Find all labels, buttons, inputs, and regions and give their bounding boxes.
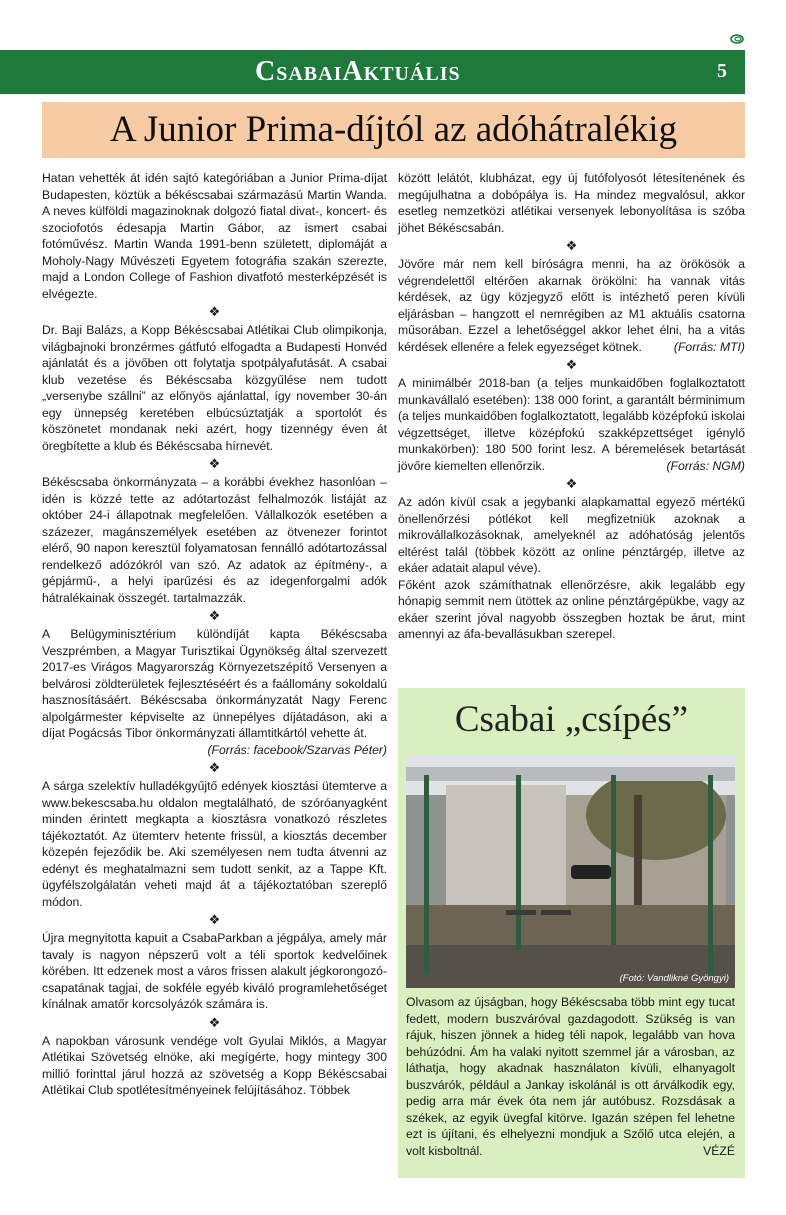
news-item-gyulai: A napokban városunk vendége volt Gyulai Miklós, a Magyar Atlétikai Szövetség elnöke, aki megígérte, hogy mintegy 300 millió forinttal járul hozzá az szövetség a Kopp Békéscsabai Atlétikai Club spotlétesítményeinek felújításához. Többek	[42, 1033, 387, 1097]
photo-credit: (Fotó: Vandlikné Gyöngyi)	[619, 973, 729, 984]
source-note: (Forrás: facebook/Szarvas Péter)	[207, 742, 387, 757]
bus-shelter-photo	[406, 755, 735, 988]
headline-box	[42, 102, 745, 158]
source-note: (Forrás: MTI)	[673, 339, 745, 354]
separator-icon: ❖	[208, 456, 221, 471]
section-title: CsabaiAktuális	[255, 56, 461, 87]
source-note: (Forrás: NGM)	[666, 458, 745, 473]
news-item-inheritance: Jövőre már nem kell bíróságra menni, ha az örökösök a végrendelettől eltérően akarnak örökölni: ha vannak vitás kérdések, az ügy közjegyző előtt is intézhető peren kívüli eljárásban – hangzott el nemrégiben az M1 aktuális csatorna műsorában. Ezzel a lehetőséggel akkor lehet élni, ha a vitás kérdések ellenére a felek egyezséget kötnek. (Forrás: MTI)	[398, 257, 745, 354]
swirl-logo-icon	[730, 34, 744, 44]
news-item-self-audit: Az adón kívül csak a jegybanki alapkamattal egyező mértékű önellenőrzési pótlékot kell megfizetniük azoknak a mikrovállalkozásoknak, amelyeknél az adóhatóság jelentős eltérést talál (többek között az online pénztárgép, illetve az ekáer adatait alapul véve).	[398, 495, 745, 575]
news-item-baji: Dr. Baji Balázs, a Kopp Békéscsabai Atlétikai Club olimpikonja, világbajnoki bronzérmes gátfutó elfogadta a Budapesti Honvéd ajánlatát és a jövőben ott folytatja spotpályafutását. A csabai klub vezetése és Békéscsaba közgyűlése nem tudott „versenybe szállni” az előnyös ajánlattal, így november 30-án egy ünnepség keretében elbúcsúztatják a sportolót és köszönetet mondanak neki azért, hogy tizennégy éven át öregbítette a klub és Békéscsaba hírnevét.	[42, 323, 387, 453]
news-item-tax-debt: Békéscsaba önkormányzata – a korábbi évekhez hasonlóan – idén is közzé tette az adótartozást felhalmozók listáját az október 24-i állapotnak megfelelően. Vállalkozók esetében a százezer, magánszemélyek esetében az ötvenezer forintot elérő, 90 napon keresztül folyamatosan fennálló adótartozással rendelkező adózókról van szó. Az adatok az építmény-, a gépjármű-, a helyi iparűzési és az idegenforgalmi adók hátralékainak összegét. tartalmazzák.	[42, 475, 387, 605]
separator-icon: ❖	[208, 1014, 221, 1030]
news-item-athletics-cont: között lelátót, klubházat, egy új futófolyosót létesítenének és megújulhatna a dobópálya is. Ha mindez megvalósul, akkor esetleg nemzetközi atlétikai versenyek lebonyolítása is szóba jöhet Békéscsabán.	[398, 171, 745, 235]
separator-icon: ❖	[208, 912, 221, 927]
separator-icon: ❖	[565, 476, 578, 491]
news-item-award: A Belügyminisztérium különdíját kapta Békéscsaba Veszprémben, a Magyar Turisztikai Ügynökség által szervezett 2017-es Virágos Magyarország Környezetszépítő Versenyen a belvárosi zöldterületek fejlesztéséért és a faállomány sokoldalú hasznosításáért. Békéscsaba önkormányzatát Nagy Ferenc alpolgármester képviselte az ünnepélyes díjátadáson, aki a díjat Pogácsás Tibor önkormányzati államtitkártól vehette át. (Forrás: facebook/Szarvas Péter)	[42, 627, 387, 757]
box-text: Olvasom az újságban, hogy Békéscsaba több mint egy tucat fedett, modern buszváróval gazdagodott. Szükség is van rájuk, hiszen jönnek a hideg téli napok, legalább van hova behúzódni. Ám ha valaki nyitott szemmel jár a városban, az láthatja, hogy akadnak használaton kívüli, elhanyagolt buszvárók, például a Jankay iskolánál is ott árválkodik egy, pedig arra már évek óta nem jár autóbusz. Rozsdásak a székek, az egyik üvegfal kitörve. Igazán szépen fel lehetne ezt is újítani, és elhelyezni mondjuk a Szőlő utca elején, a volt kisboltnál. VÉZÉ	[406, 995, 735, 1158]
right-column	[398, 170, 745, 643]
separator-icon: ❖	[208, 304, 221, 319]
separator-icon: ❖	[208, 608, 221, 623]
box-title: Csabai „csípés”	[454, 699, 689, 740]
news-item-ice-rink: Újra megnyitotta kapuit a CsabaParkban a jégpálya, amely már tavaly is nagyon népszerű volt a téli sportok kedvelőinek körében. Itt edzenek most a város frissen alakult jégkorongozó-csapatának tagjai, de sokféle egyéb kiváló programlehetőséget kínálnak amatőr korcsolyázók számára is.	[42, 931, 387, 1011]
headline: A Junior Prima-díjtól az adóhátralékig	[109, 109, 678, 150]
news-item-junior-prima: Hatan vehették át idén sajtó kategóriában a Junior Prima-díjat Budapesten, köztük a békéscsabai származású Martin Wanda. A neves külföldi magazinoknak dolgozó fiatal divat-, koncert- és szociofotós édesapja Martin Gábor, az ismert csabai fotóművész. Martin Wanda 1991-benn született, diplomáját a Moholy-Nagy Művészeti Egyetem fotográfia szakán szerezte, majd a London College of Fashion divatfotó mesterképzését is elvégezte.	[42, 171, 387, 301]
news-item-waste-bins: A sárga szelektív hulladékgyűjtő edények kiosztási ütemterve a www.bekescsaba.hu oldalon megtalálható, de szóróanyagként minden érintett megkapta a kiosztásra vonatkozó részletes tájékoztatót. Az ütemterv hetente frissül, a kiosztás december közepén fejeződik be. Aki személyesen nem tudta átvenni az edényt és meghatalmazni sem tudott senkit, az a Tappe Kft. ügyfélszolgálatán veheti majd át a tájékoztatóban szereplő módon.	[42, 779, 387, 909]
separator-icon: ❖	[565, 357, 578, 372]
separator-icon: ❖	[565, 238, 578, 253]
left-column	[42, 170, 387, 1099]
news-item-audit-targets: Főként azok számíthatnak ellenőrzésre, akik legalább egy hónapig semmit nem ütöttek az online pénztárgépükbe, vagy az ekáer szerint jóval nagyobb összegben hoztak be árut, mint amennyi az áfa-bevallásukban szerepel.	[398, 577, 745, 641]
separator-icon: ❖	[208, 760, 221, 775]
opinion-box	[398, 688, 745, 1178]
news-item-minimum-wage: A minimálbér 2018-ban (a teljes munkaidőben foglalkoztatott munkavállaló esetében): 138 000 forint, a garantált bérminimum (a teljes munkaidőben foglalkoztatott, legalább középfokú iskolai végzettséget, illetve középfokú szakképzettséget igénylő munkakörben): 180 500 forint lesz. A béremelések betartását jövőre kiemelten ellenőrzik. (Forrás: NGM)	[398, 376, 745, 473]
page-number: 5	[717, 60, 727, 82]
bus-shelter-image	[406, 755, 735, 988]
signature: VÉZÉ	[703, 1143, 735, 1158]
